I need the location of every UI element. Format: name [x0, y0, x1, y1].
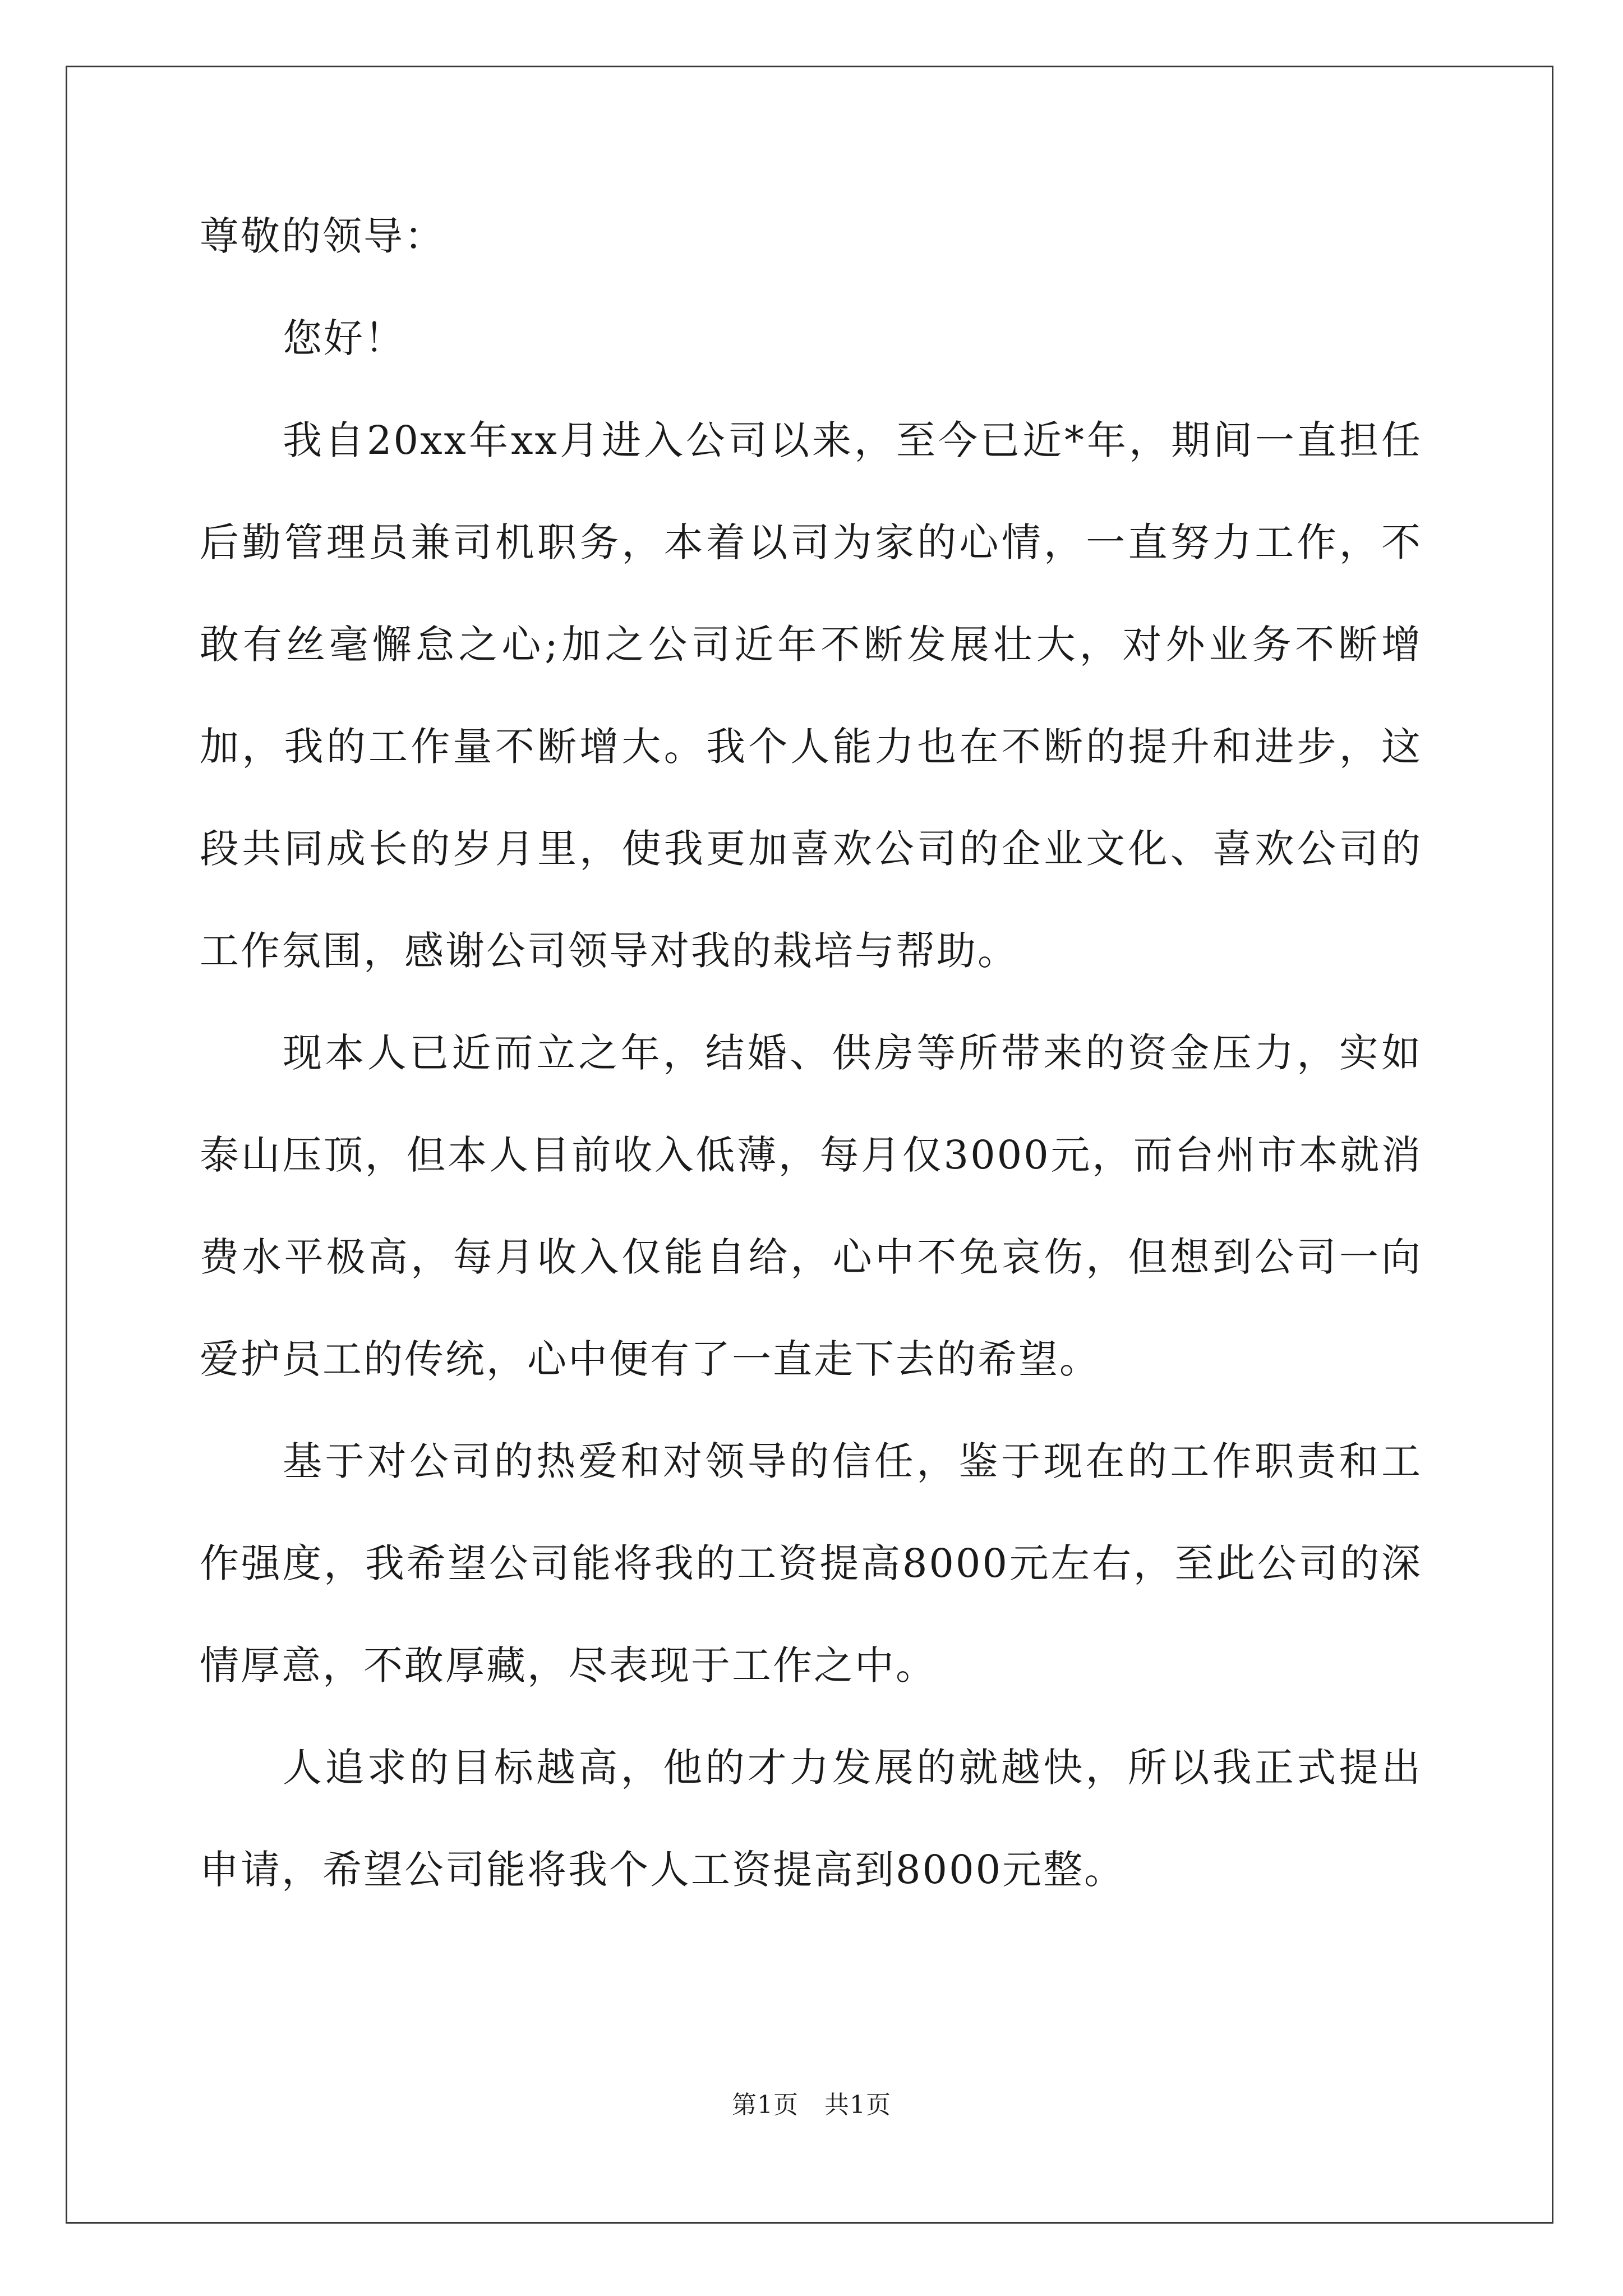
paragraph-financial-pressure: 现本人已近而立之年，结婚、供房等所带来的资金压力，实如泰山压顶，但本人目前收入低薄，每月仅3000元，而台州市本就消费水平极高，每月收入仅能自给，心中不免哀伤，但想到公司一向爱护员工的传统，心中便有了一直走下去的希望。 [200, 1030, 1422, 1382]
letter-body [200, 185, 1422, 1921]
page-number: 第1页 [732, 2091, 799, 2119]
paragraph-employment-history: 我自20xx年xx月进入公司以来，至今已近*年，期间一直担任后勤管理员兼司机职务，本着以司为家的心情，一直努力工作，不敢有丝毫懈怠之心;加之公司近年不断发展壮大，对外业务不断增加，我的工作量不断增大。我个人能力也在不断的提升和进步，这段共同成长的岁月里，使我更加喜欢公司的企业文化、喜欢公司的工作氛围，感谢公司领导对我的栽培与帮助。 [200, 417, 1422, 974]
paragraph-formal-application: 人追求的目标越高，他的才力发展的就越快，所以我正式提出申请，希望公司能将我个人工资提高到8000元整。 [200, 1745, 1422, 1893]
greeting-line: 您好！ [283, 315, 405, 361]
salutation: 尊敬的领导： [200, 213, 445, 259]
paragraph-raise-request: 基于对公司的热爱和对领导的信任，鉴于现在的工作职责和工作强度，我希望公司能将我的工资提高8000元左右，至此公司的深情厚意，不敢厚藏，尽表现于工作之中。 [200, 1438, 1422, 1688]
page-total: 共1页 [824, 2091, 891, 2119]
page-footer [0, 2085, 1623, 2120]
